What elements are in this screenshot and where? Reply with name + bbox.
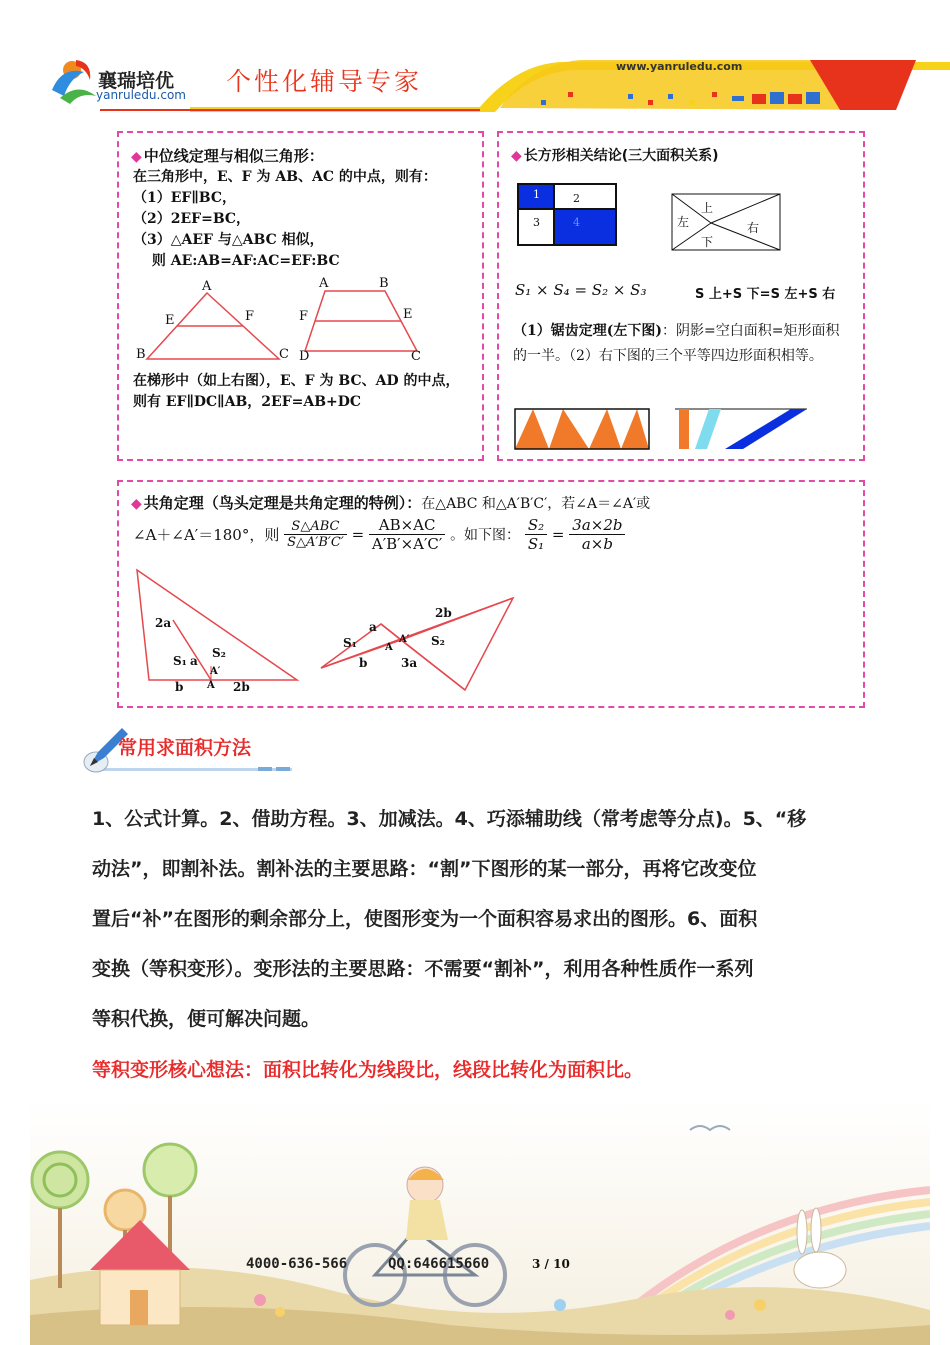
grid-label-4: 4 (573, 216, 580, 229)
fraction-denominator: S△A′B′C′ (287, 535, 344, 550)
fraction-numerator: S△ABC (284, 519, 347, 535)
rect-label-bottom: 下 (701, 235, 714, 249)
triangle-figure (129, 281, 299, 371)
sawtooth-title: （1）锯齿定理(左下图) (513, 323, 662, 339)
header-banner-graphic (0, 0, 950, 125)
fig2-label-A-prime: A′ (399, 634, 410, 645)
label-B: B (136, 347, 146, 362)
rectangle-title: 长方形相关结论(三大面积关系) (523, 148, 719, 164)
rect-label-right: 右 (747, 221, 760, 235)
fraction-numerator: 3a×2b (569, 516, 625, 535)
website-url: www.yanruledu.com (616, 60, 743, 73)
diamond-icon: ◆ (511, 148, 522, 164)
diamond-icon: ◆ (131, 496, 142, 512)
fig2-label-b: b (359, 656, 368, 670)
fig2-label-A: A (385, 642, 393, 653)
midline-line: （1）EF∥BC， (133, 190, 236, 206)
grid-label-1: 1 (533, 188, 540, 201)
trapezoid-line: 在梯形中（如上右图），E、F 为 BC、AD 的中点， (133, 373, 460, 389)
footer-qq: QQ:646615660 (388, 1256, 490, 1272)
paragraph-line: 动法”，即割补法。割补法的主要思路：“割”下图形的某一部分，再将它改变位 (92, 858, 757, 880)
label-C: C (411, 349, 421, 364)
common-angle-box (117, 480, 865, 708)
common-angle-title: 共角定理（鸟头定理是共角定理的特例）： (143, 494, 422, 512)
core-idea-highlight: 等积变形核心想法：面积比转化为线段比，线段比转化为面积比。 (92, 1059, 644, 1081)
page-number: 3 / 10 (532, 1257, 570, 1271)
footer-phone: 4000-636-566 (246, 1256, 348, 1272)
fig1-label-2b: 2b (233, 680, 250, 694)
label-E: E (403, 307, 413, 322)
fraction-area-ratio (284, 519, 347, 550)
logo-text-cn: 襄瑞培优 (98, 70, 175, 92)
midline-theorem-box (117, 131, 484, 461)
fig1-label-A-prime: A′ (210, 666, 221, 677)
midline-heading (131, 145, 324, 166)
paragraph-line: 变换（等积变形）。变形法的主要思路：不需要“割补”，利用各种性质作一系列 (92, 958, 754, 980)
rect-label-top: 上 (701, 201, 714, 215)
logo-icon (52, 60, 96, 104)
trapezoid-line: 则有 EF∥DC∥AB，2EF=AB+DC (133, 394, 362, 410)
common-angle-intro: 在△ABC 和△A′B′C′，若∠A＝∠A′或 (421, 496, 651, 512)
paragraph-line: 置后“补”在图形的剩余部分上，使图形变为一个面积容易求出的图形。6、面积 (92, 908, 758, 930)
fig1-label-S1: S₁ (173, 654, 187, 668)
midline-line: 则 AE:AB=AF:AC=EF:BC (133, 253, 340, 269)
methods-paragraph (92, 794, 892, 1044)
fig1-label-2a: 2a (155, 616, 172, 630)
fraction-numerator: S₂ (525, 516, 547, 535)
diamond-icon: ◆ (131, 149, 142, 165)
fig2-label-2b: 2b (435, 606, 452, 620)
fraction-numerator: AB×AC (369, 516, 445, 535)
common-angle-formula: ∠A＋∠A′＝180°，则 $\frac{\text{S△ABC}}{S\triangle A'B'C'}$ = $\frac{AB\times AC}{A'B'\times A'C'}$ 。如下图： $\frac{\text{S₂}}{\text{S₁}}$ = $\frac{3a\times 2b}{a\times b}$ (133, 516, 625, 553)
midline-line: 在三角形中，E、F 为 AB、AC 的中点，则有： (133, 169, 437, 185)
label-F: F (299, 309, 309, 324)
paragraph-line: 等积代换，便可解决问题。 (92, 1008, 321, 1030)
grid-label-2: 2 (573, 192, 580, 205)
rectangle-heading (511, 145, 719, 165)
logo-text-en: yanruledu.com (96, 88, 186, 102)
as-shown-text: 。如下图： (450, 527, 521, 544)
midline-line: （3）△AEF 与△ABC 相似， (133, 232, 324, 248)
fraction-3a2b-ab (569, 516, 625, 553)
grid-label-3: 3 (533, 216, 540, 229)
fraction-denominator: S₁ (527, 535, 545, 553)
fig1-label-S2: S₂ (212, 646, 226, 660)
footer-illustration (30, 1100, 930, 1345)
common-angle-heading-line (131, 492, 851, 513)
sawtooth-figure (513, 405, 653, 451)
rect-label-left: 左 (677, 215, 690, 229)
sawtooth-text (513, 319, 853, 369)
fraction-side-ratio (369, 516, 445, 553)
paragraph-line: 1、公式计算。2、借助方程。3、加减法。4、巧添辅助线（常考虑等分点)。5、“移 (92, 808, 807, 830)
fraction-s2-s1 (525, 516, 547, 553)
fraction-denominator: A′B′×A′C′ (371, 535, 443, 553)
fig2-label-S2: S₂ (431, 634, 445, 648)
parallelograms-figure (673, 405, 813, 451)
label-B: B (379, 276, 389, 291)
fig1-label-a: a (190, 654, 198, 668)
formula-product: S₁ × S₄ = S₂ × S₃ (515, 281, 647, 299)
angle-condition: ∠A＋∠A′＝180°，则 (133, 526, 280, 544)
trapezoid-text (133, 371, 478, 413)
formula-sum: S 上+S 下=S 左+S 右 (695, 287, 836, 302)
section-title: 常用求面积方法 (118, 737, 252, 759)
fraction-denominator: a×b (581, 535, 613, 553)
fig2-label-3a: 3a (401, 656, 418, 670)
trapezoid-figure (295, 281, 455, 371)
label-D: D (299, 349, 310, 364)
slogan: 个性化辅导专家 (226, 67, 423, 96)
midline-text (133, 167, 478, 272)
label-A: A (319, 276, 329, 291)
sawtooth-desc: ：阴影=空白面积=矩形面积的一半。（2）右下图的三个平等四边形面积相等。 (513, 323, 840, 364)
fig1-label-A: A (207, 680, 215, 691)
label-A: A (202, 279, 212, 294)
midline-title: 中位线定理与相似三角形： (143, 147, 324, 165)
label-C: C (279, 347, 289, 362)
fig2-label-S1: S₁ (343, 636, 357, 650)
midline-line: （2）2EF=BC， (133, 211, 251, 227)
rectangle-conclusions-box (497, 131, 865, 461)
fig1-label-b: b (175, 680, 184, 694)
label-E: E (165, 313, 175, 328)
label-F: F (245, 309, 255, 324)
fig2-label-a: a (369, 620, 377, 634)
